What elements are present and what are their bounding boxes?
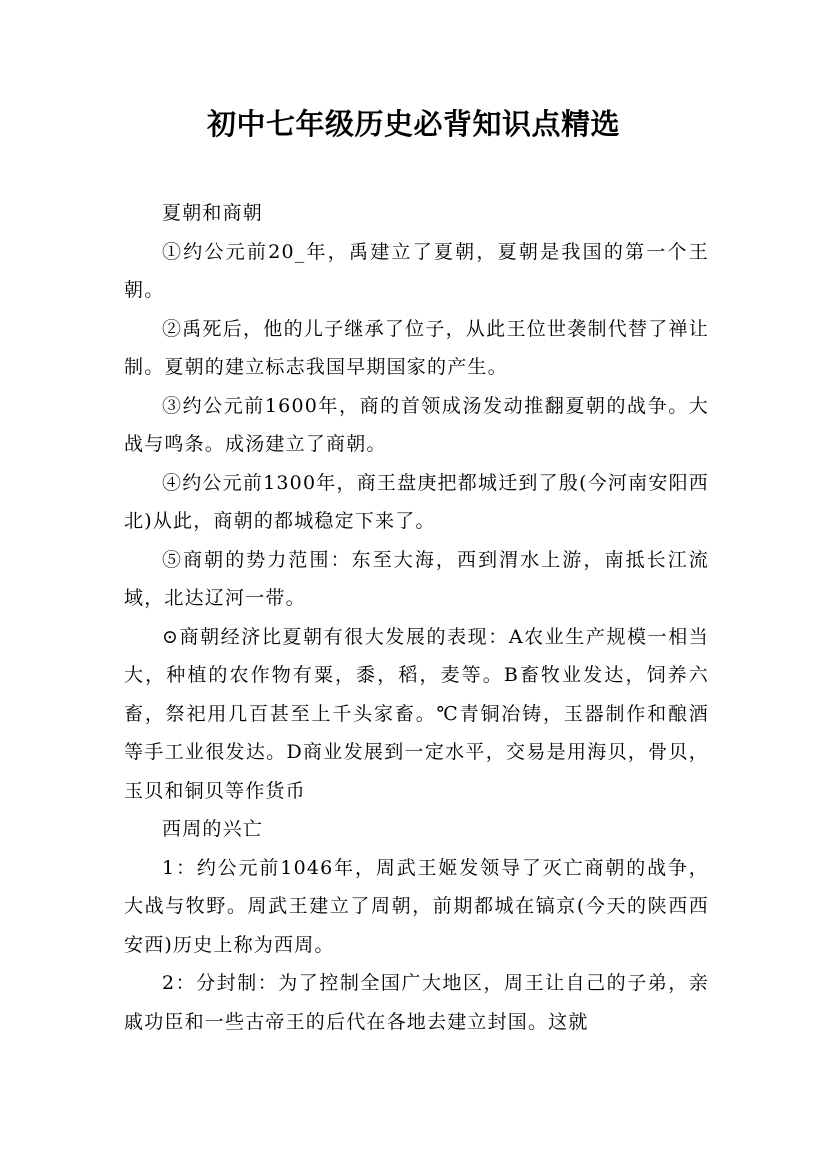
paragraph: ⑤商朝的势力范围：东至大海，西到渭水上游，南抵长江流域，北达辽河一带。 <box>124 548 709 609</box>
paragraph: ④约公元前1300年，商王盘庚把都城迁到了殷(今河南安阳西北)从此，商朝的都城稳定下来了。 <box>124 471 709 532</box>
document-body <box>124 194 709 1041</box>
section-heading-xia-shang: 夏朝和商朝 <box>162 202 264 224</box>
paragraph: ③约公元前1600年，商的首领成汤发动推翻夏朝的战争。大战与鸣条。成汤建立了商朝。 <box>124 394 709 455</box>
paragraph: 2：分封制：为了控制全国广大地区，周王让自己的子弟，亲戚功臣和一些古帝王的后代在各地去建立封国。这就 <box>124 972 709 1033</box>
paragraph: ⊙商朝经济比夏朝有很大发展的表现：A农业生产规模一相当大，种植的农作物有粟，黍，稻，麦等。B畜牧业发达，饲养六畜，祭祀用几百甚至上千头家畜。℃青铜冶铸，玉器制作和酿酒等手工业很发达。D商业发展到一定水平，交易是用海贝，骨贝，玉贝和铜贝等作货币 <box>124 625 709 802</box>
document-title: 初中七年级历史必背知识点精选 <box>206 107 620 141</box>
paragraph: ①约公元前20_年，禹建立了夏朝，夏朝是我国的第一个王朝。 <box>124 240 709 301</box>
section-heading-western-zhou: 西周的兴亡 <box>162 818 264 840</box>
paragraph: ②禹死后，他的儿子继承了位子，从此王位世袭制代替了禅让制。夏朝的建立标志我国早期国家的产生。 <box>124 317 709 378</box>
paragraph: 1：约公元前1046年，周武王姬发领导了灭亡商朝的战争，大战与牧野。周武王建立了周朝，前期都城在镐京(今天的陕西西安西)历史上称为西周。 <box>124 856 709 956</box>
